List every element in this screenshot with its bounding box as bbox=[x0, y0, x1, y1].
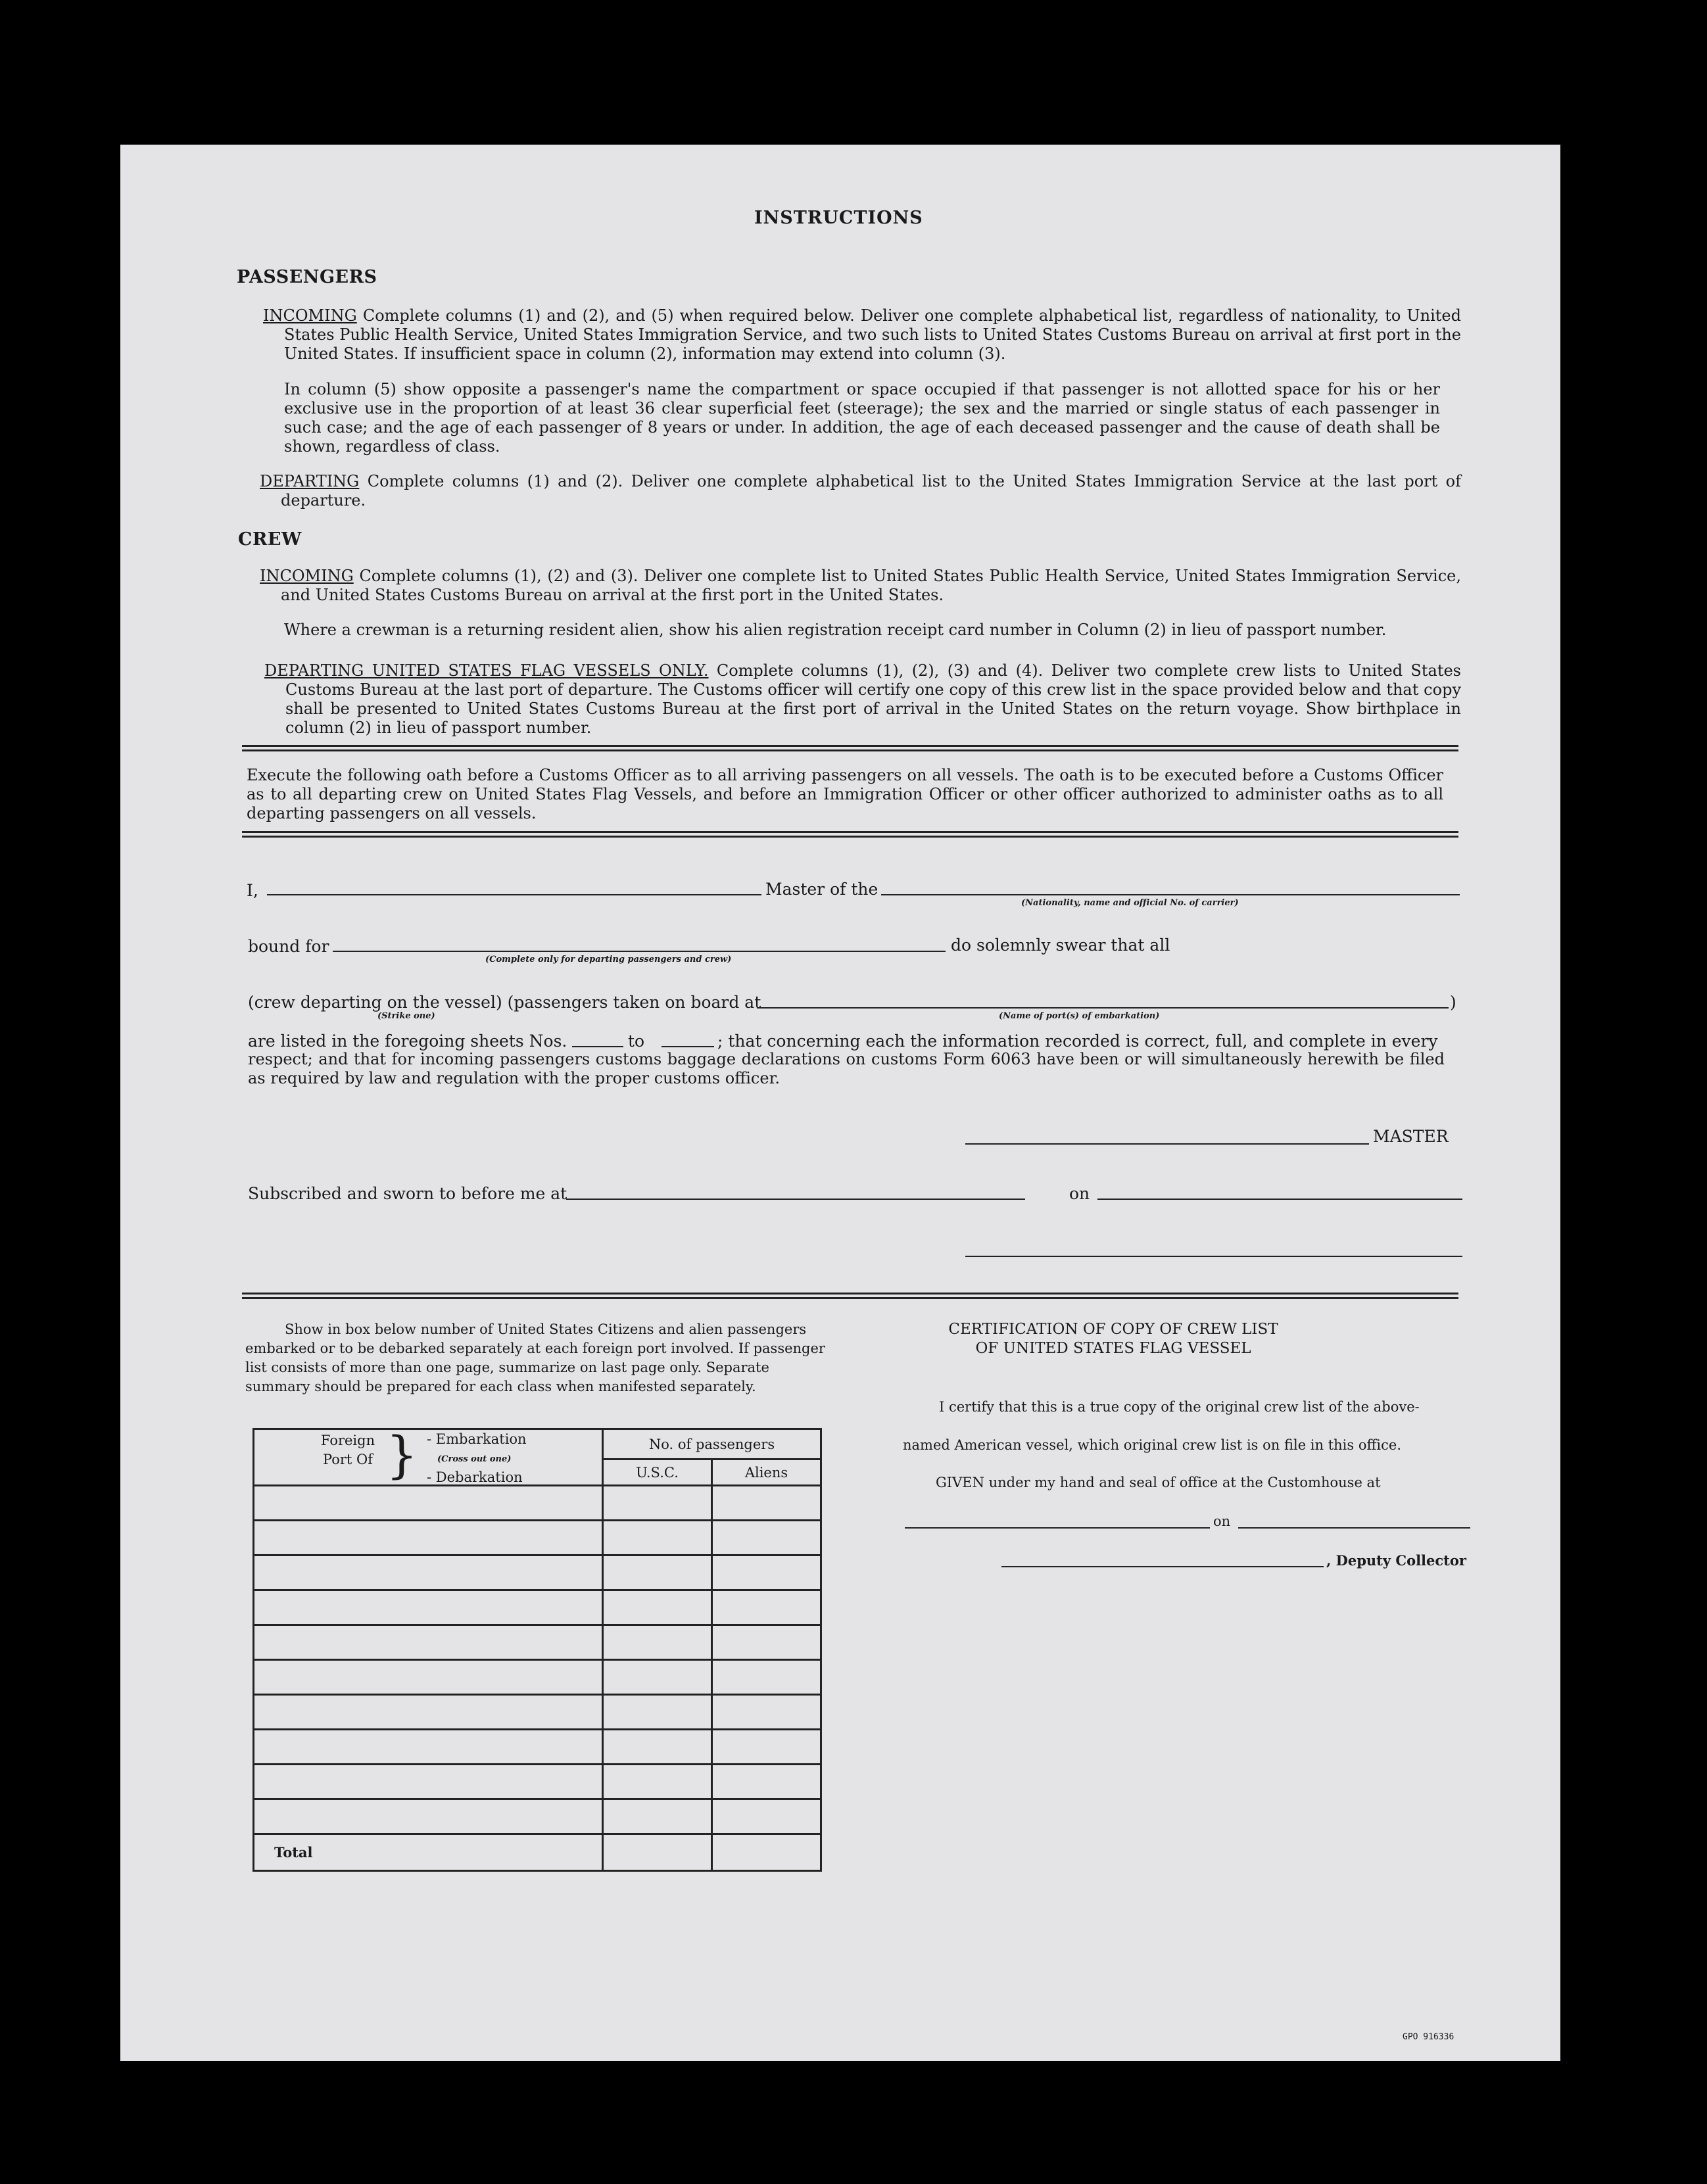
passengers-departing-text: Complete columns (1) and (2). Deliver one complete alphabetical list to the United States Immigration Service at the last port of departure. bbox=[281, 472, 1461, 510]
listed-prefix: are listed in the foregoing sheets Nos. bbox=[248, 1032, 567, 1051]
certify-line2: named American vessel, which original crew list is on file in this office. bbox=[903, 1437, 1401, 1453]
sworn-on-label: on bbox=[1069, 1184, 1090, 1203]
table-row bbox=[254, 1521, 821, 1555]
table-row bbox=[254, 1660, 821, 1695]
deputy-collector-label: , Deputy Collector bbox=[1326, 1552, 1466, 1569]
listed-rest: respect; and that for incoming passengers customs baggage declarations on customs Form 6063 have been or will simultaneously herewith be filed as required by law and regulation with the proper customs officer. bbox=[248, 1050, 1445, 1087]
officer-signature-field[interactable] bbox=[965, 1256, 1462, 1257]
crew-incoming-text: Complete columns (1), (2) and (3). Deliver one complete list to United States Public Health Service, United States Immigration Service, and United States Customs Bureau on arrival at the first port in the United States. bbox=[281, 567, 1461, 604]
certification-date-field[interactable] bbox=[1238, 1527, 1470, 1529]
master-label: MASTER bbox=[1373, 1127, 1449, 1146]
embarkation-label: - Embarkation bbox=[427, 1431, 527, 1447]
certification-heading-line1: CERTIFICATION OF COPY OF CREW LIST bbox=[948, 1321, 1278, 1338]
table-row bbox=[254, 1730, 821, 1765]
close-paren: ) bbox=[1450, 993, 1456, 1012]
port-cell[interactable] bbox=[254, 1590, 603, 1625]
usc-cell[interactable] bbox=[603, 1660, 712, 1695]
certify-line1: I certify that this is a true copy of the original crew list of the above- bbox=[939, 1399, 1420, 1415]
master-name-field[interactable] bbox=[267, 894, 761, 895]
crew-departing-instruction bbox=[264, 661, 1461, 738]
customhouse-field[interactable] bbox=[905, 1527, 1210, 1529]
passengers-departing-instruction bbox=[260, 472, 1461, 510]
carrier-caption: (Nationality, name and official No. of carrier) bbox=[1021, 898, 1239, 908]
passengers-incoming-text: Complete columns (1) and (2), and (5) when required below. Deliver one complete alphabetical list, regardless of nationality, to United States Public Health Service, United States Immigration Service, and two such lists to United States Customs Bureau on arrival at first port in the United States. If insufficient space in column (2), information may extend into column (3). bbox=[284, 306, 1461, 363]
table-row bbox=[254, 1590, 821, 1625]
sworn-place-field[interactable] bbox=[566, 1199, 1025, 1200]
passenger-summary-table bbox=[252, 1425, 822, 1872]
footer-code: GPO 916336 bbox=[1403, 2032, 1455, 2042]
certification-heading bbox=[778, 1320, 1449, 1358]
crew-incoming-instruction bbox=[260, 567, 1461, 605]
aliens-cell[interactable] bbox=[712, 1695, 821, 1730]
listed-suffix: ; that concerning each the information recorded is correct, full, and complete in every bbox=[717, 1032, 1438, 1051]
debarkation-label: - Debarkation bbox=[427, 1469, 523, 1485]
foreign-port-label: Foreign Port Of bbox=[320, 1433, 375, 1467]
crew-departing-label: DEPARTING UNITED STATES FLAG VESSELS ONLY. bbox=[264, 661, 709, 680]
usc-cell[interactable] bbox=[603, 1730, 712, 1765]
table-row bbox=[254, 1765, 821, 1799]
listed-to-label: to bbox=[628, 1032, 645, 1051]
brace-icon: } bbox=[386, 1425, 418, 1484]
port-cell[interactable] bbox=[254, 1765, 603, 1799]
page-title: INSTRUCTIONS bbox=[754, 208, 923, 228]
master-of-label: Master of the bbox=[765, 880, 878, 899]
crew-incoming-label: INCOMING bbox=[260, 567, 354, 585]
usc-header: U.S.C. bbox=[603, 1460, 712, 1486]
certification-heading-line2: OF UNITED STATES FLAG VESSEL bbox=[975, 1340, 1251, 1357]
deputy-signature-field[interactable] bbox=[1001, 1566, 1324, 1567]
form-page bbox=[120, 145, 1560, 2061]
foreign-port-header bbox=[254, 1425, 603, 1486]
bound-for-field[interactable] bbox=[333, 951, 946, 952]
no-passengers-header: No. of passengers bbox=[603, 1429, 821, 1460]
usc-cell[interactable] bbox=[603, 1625, 712, 1660]
cross-out-label: (Cross out one) bbox=[437, 1454, 512, 1464]
table-row bbox=[254, 1799, 821, 1834]
sworn-date-field[interactable] bbox=[1097, 1199, 1462, 1200]
bound-for-caption: (Complete only for departing passengers and crew) bbox=[485, 955, 732, 964]
table-row bbox=[254, 1695, 821, 1730]
usc-cell[interactable] bbox=[603, 1521, 712, 1555]
crew-alien-instruction: Where a crewman is a returning resident alien, show his alien registration receipt card number in Column (2) in lieu of passport number. bbox=[284, 621, 1387, 639]
strike-one-label: (crew departing on the vessel) (passengers taken on board at bbox=[248, 993, 761, 1012]
table-row bbox=[254, 1486, 821, 1521]
aliens-cell[interactable] bbox=[712, 1765, 821, 1799]
embarkation-port-caption: (Name of port(s) of embarkation) bbox=[999, 1011, 1160, 1021]
port-cell[interactable] bbox=[254, 1521, 603, 1555]
sheet-to-field[interactable] bbox=[661, 1046, 714, 1047]
usc-cell[interactable] bbox=[603, 1555, 712, 1590]
aliens-cell[interactable] bbox=[712, 1486, 821, 1521]
port-cell[interactable] bbox=[254, 1695, 603, 1730]
usc-cell[interactable] bbox=[603, 1486, 712, 1521]
total-row bbox=[254, 1834, 821, 1871]
port-cell[interactable] bbox=[254, 1625, 603, 1660]
embarkation-port-field[interactable] bbox=[757, 1007, 1449, 1009]
usc-cell[interactable] bbox=[603, 1765, 712, 1799]
usc-total-cell[interactable] bbox=[603, 1834, 712, 1871]
bound-for-label: bound for bbox=[248, 937, 329, 956]
table-row bbox=[254, 1625, 821, 1660]
aliens-cell[interactable] bbox=[712, 1799, 821, 1834]
passengers-incoming-label: INCOMING bbox=[263, 306, 357, 325]
sheet-from-field[interactable] bbox=[572, 1046, 623, 1047]
oath-i-label: I, bbox=[247, 881, 258, 900]
port-cell[interactable] bbox=[254, 1730, 603, 1765]
swear-label: do solemnly swear that all bbox=[951, 936, 1170, 955]
passengers-departing-label: DEPARTING bbox=[260, 472, 360, 490]
port-cell[interactable] bbox=[254, 1660, 603, 1695]
passengers-incoming-instruction bbox=[263, 306, 1461, 364]
crew-heading: CREW bbox=[238, 529, 302, 550]
table-row bbox=[254, 1555, 821, 1590]
usc-cell[interactable] bbox=[603, 1590, 712, 1625]
passengers-heading: PASSENGERS bbox=[237, 267, 377, 287]
given-text: GIVEN under my hand and seal of office at the Customhouse at bbox=[936, 1475, 1381, 1490]
divider bbox=[242, 831, 1458, 838]
subscribed-label: Subscribed and sworn to before me at bbox=[248, 1184, 567, 1203]
usc-cell[interactable] bbox=[603, 1695, 712, 1730]
aliens-cell[interactable] bbox=[712, 1625, 821, 1660]
divider bbox=[242, 1293, 1458, 1299]
aliens-cell[interactable] bbox=[712, 1555, 821, 1590]
aliens-cell[interactable] bbox=[712, 1730, 821, 1765]
usc-cell[interactable] bbox=[603, 1799, 712, 1834]
summary-instructions: Show in box below number of United States Citizens and alien passengers embarked or to be debarked separately at each foreign port involved. If passenger list consists of more than one page, summarize on last page only. Separate summary should be prepared for each class when manifested separately. bbox=[245, 1321, 825, 1394]
strike-one-caption: (Strike one) bbox=[377, 1011, 435, 1021]
aliens-cell[interactable] bbox=[712, 1521, 821, 1555]
port-cell[interactable] bbox=[254, 1555, 603, 1590]
passengers-column5-instruction: In column (5) show opposite a passenger's name the compartment or space occupied if that passenger is not allotted space for his or her exclusive use in the proportion of at least 36 clear superficial feet (steerage); the sex and the married or single status of each passenger in such case; and the age of each passenger of 8 years or under. In addition, the age of each deceased passenger and the cause of death shall be shown, regardless of class. bbox=[284, 380, 1440, 456]
certification-on-label: on bbox=[1213, 1513, 1231, 1529]
divider bbox=[242, 745, 1458, 751]
port-cell[interactable] bbox=[254, 1486, 603, 1521]
aliens-cell[interactable] bbox=[712, 1590, 821, 1625]
master-signature-field[interactable] bbox=[965, 1143, 1369, 1145]
total-label: Total bbox=[254, 1834, 603, 1871]
crew-departing-text: Complete columns (1), (2), (3) and (4). Deliver two complete crew lists to United States Customs Bureau at the last port of departure. The Customs officer will certify one copy of this crew list in the space provided below and that copy shall be presented to United States Customs Bureau at the first port of arrival in the United States on the return voyage. Show birthplace in column (2) in lieu of passport number. bbox=[285, 661, 1461, 737]
port-cell[interactable] bbox=[254, 1799, 603, 1834]
carrier-field[interactable] bbox=[881, 894, 1460, 895]
aliens-header: Aliens bbox=[712, 1460, 821, 1486]
aliens-cell[interactable] bbox=[712, 1660, 821, 1695]
oath-instructions: Execute the following oath before a Customs Officer as to all arriving passengers on all vessels. The oath is to be executed before a Customs Officer as to all departing crew on United States Flag Vessels, and before an Immigration Officer or other officer authorized to administer oaths as to all departing passengers on all vessels. bbox=[247, 766, 1443, 822]
aliens-total-cell[interactable] bbox=[712, 1834, 821, 1871]
